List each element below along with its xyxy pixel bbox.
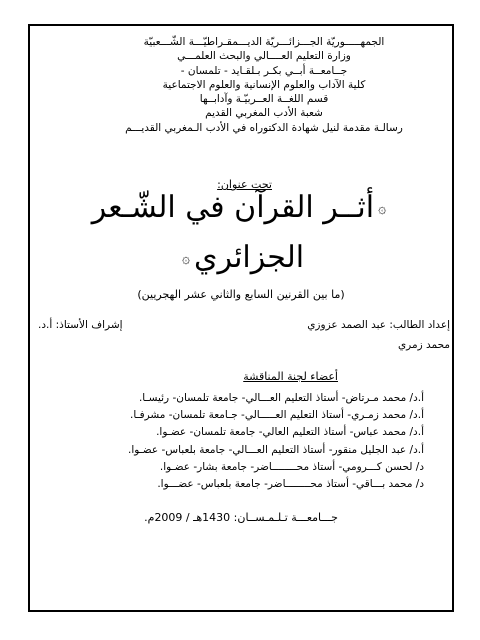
student-name: إعداد الطالب: عبد الصمد عزوزي [307, 319, 450, 331]
committee-member: أ.د/ عبد الجليل منقور- أستاذ التعليم العـــالي- جامعة بلعباس- عضـوا. [128, 443, 424, 456]
header-line-republic: الجمهـــــوريّة الجـــزائـــريّة الديـــمقـراطيّـــة الشّـــعبيّة [143, 36, 385, 48]
header-line-branch: شعبة الأدب المغربي القديم [205, 107, 323, 120]
institution-header [88, 35, 430, 135]
committee-member: أ.د/ محمد مـرتاض- أستاذ التعليم العـــالي- جامعة تلمسان- رئيسـا. [138, 392, 424, 404]
university-date-footer: جـــامعـــة تـلـمـســان: 1430هـ / 2009م. [144, 511, 338, 524]
header-line-thesis-purpose: رسالـة مقدمة لنيل شهادة الدكتوراه في الأدب الـمغربي القديـــم [125, 121, 403, 134]
header-line-university: جــامعــة أبــي بكـر بـلقـايد - تلمسان - [180, 64, 348, 77]
supervisor-name: محمد زمري [397, 339, 450, 351]
supervisor-label: إشراف الأستاذ: أ.د. [38, 319, 123, 331]
ornament-icon: ۞ [181, 251, 191, 267]
thesis-title-line-1 [30, 184, 452, 233]
committee-member: أ.د/ محمد عباس- أستاذ التعليم العالي- جامعة تلمسان- عضـوا. [156, 426, 424, 439]
committee-list [128, 390, 424, 493]
subtitle-label: تحت عنوان: [217, 178, 272, 191]
header-line-department: قسم اللغــة العــربيّـة وآدابــها [199, 93, 329, 106]
committee-member: أ.د/ محمد زمـري- أستاذ التعليم العـــــالي- جـامعة تلمسان- مشرفـا. [129, 409, 424, 422]
thesis-title-text-2: الجزائري [194, 240, 305, 275]
thesis-period: (ما بين القرنين السابع والثاني عشر الهجريين) [137, 288, 345, 301]
thesis-title-text-1: أثــر القرآن في الشّـعر [91, 190, 375, 225]
header-line-ministry: وزارة التعليم العــــالي والبحث العلمـــي [177, 50, 351, 63]
document-body [30, 26, 452, 610]
committee-member: د/ لحسن كـــرومي- أستاذ محــــــــاضر- جامعة بشار- عضـوا. [159, 460, 424, 473]
committee-member: د/ محمد بـــاقي- أستاذ محــــــــاضر- جامعة بلعباس- عضـــوا. [157, 478, 424, 491]
ornament-icon: ۞ [378, 201, 387, 217]
page-border [28, 24, 454, 612]
committee-title: أعضاء لجنة المناقشة [243, 370, 338, 383]
header-line-faculty: كلية الآداب والعلوم الإنسانية والعلوم الاجتماعية [162, 78, 366, 91]
thesis-title-line-2 [30, 234, 452, 283]
